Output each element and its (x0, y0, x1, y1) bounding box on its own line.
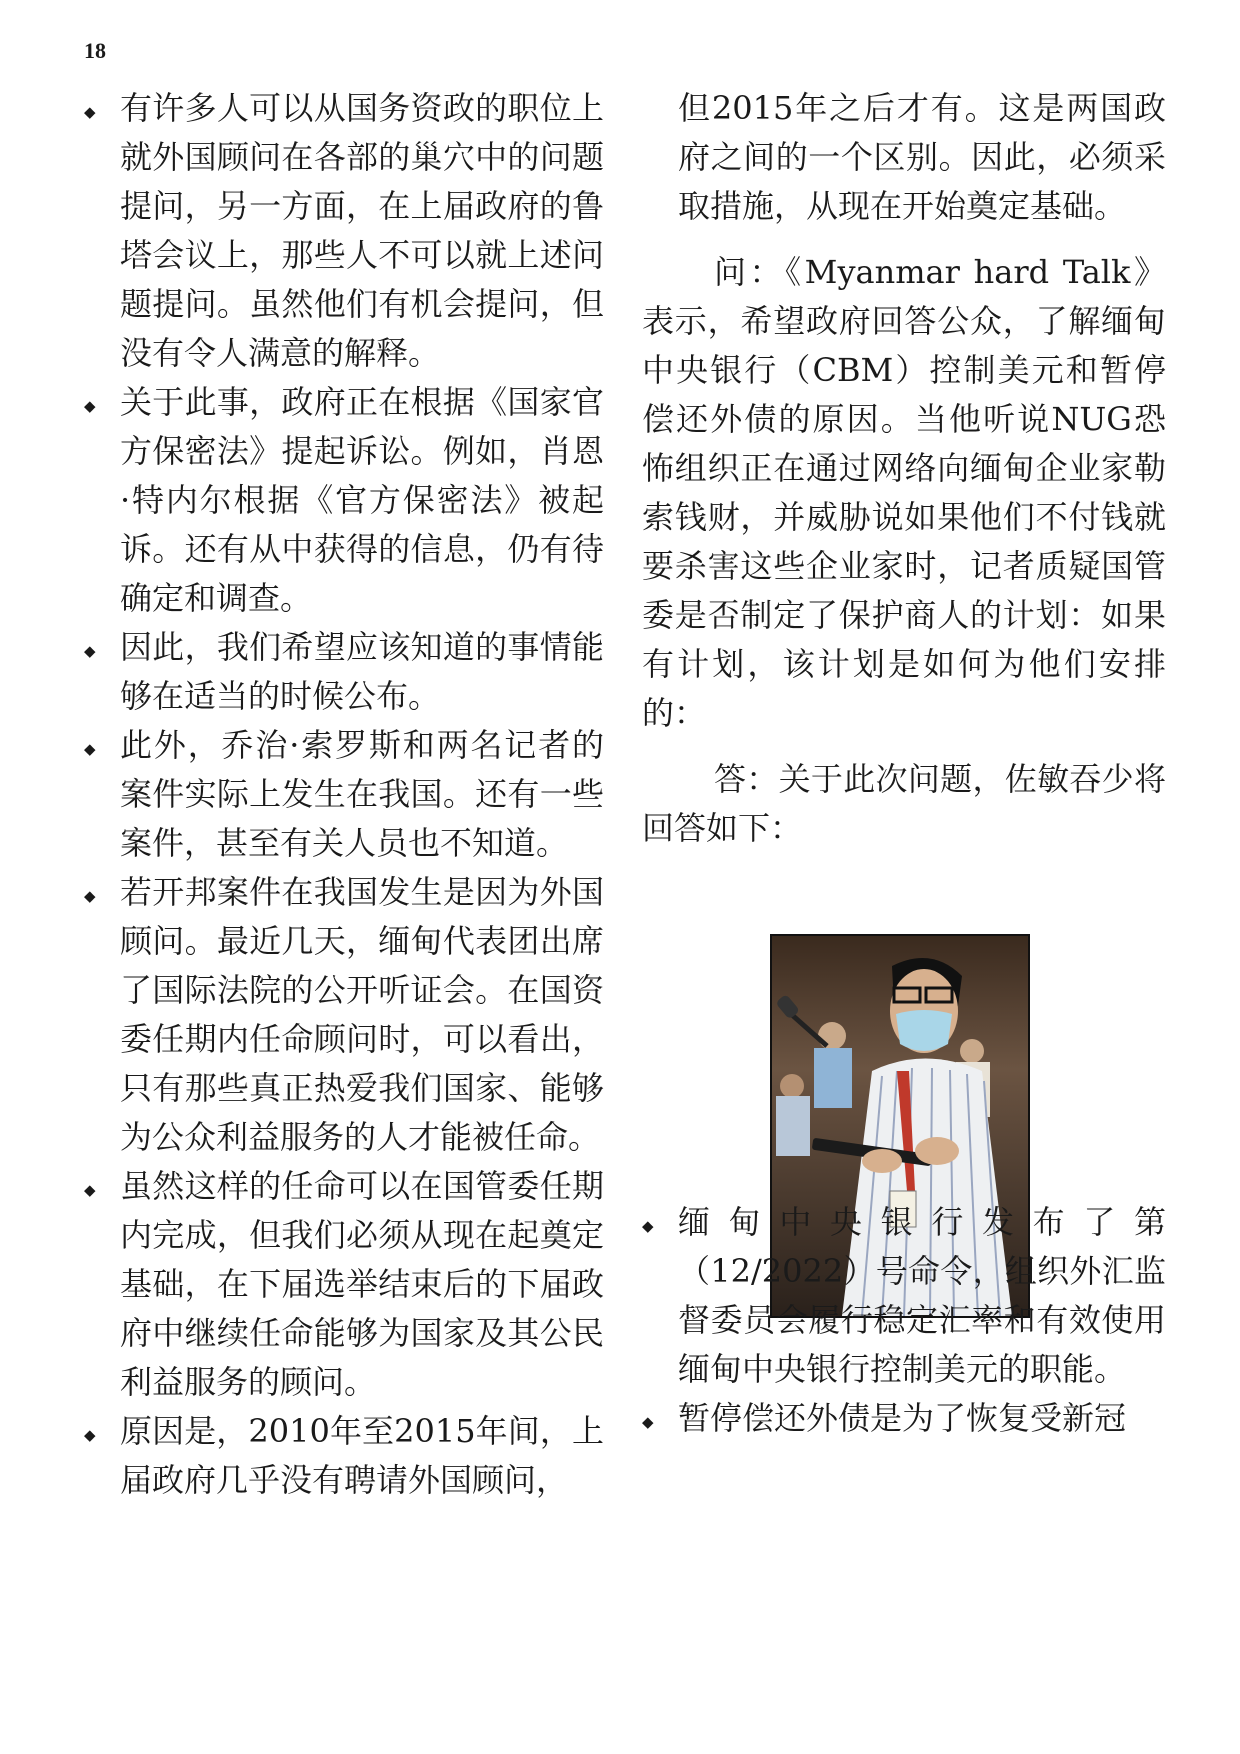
right-column (642, 84, 1166, 853)
list-item (642, 1198, 1166, 1394)
list-item-text: 因此，我们希望应该知道的事情能够在适当的时候公布。 (120, 628, 604, 715)
diamond-bullet-icon: ◆ (84, 887, 96, 905)
list-item (84, 868, 604, 1162)
list-item-text: 关于此事，政府正在根据《国家官方保密法》提起诉讼。例如，肖恩·特内尔根据《官方保密法》被起诉。还有从中获得的信息，仍有待确定和调查。 (120, 383, 604, 617)
list-item (84, 378, 604, 623)
list-item (84, 1162, 604, 1407)
list-item (84, 1407, 604, 1505)
diamond-bullet-icon: ◆ (84, 1181, 96, 1199)
list-item-text: 有许多人可以从国务资政的职位上就外国顾问在各部的巢穴中的问题提问，另一方面，在上届政府的鲁塔会议上，那些人不可以就上述问题提问。虽然他们有机会提问，但没有令人满意的解释。 (120, 89, 604, 372)
list-item (84, 623, 604, 721)
diamond-bullet-icon: ◆ (84, 642, 96, 660)
diamond-bullet-icon: ◆ (642, 1217, 654, 1235)
list-item (84, 84, 604, 378)
list-item (642, 1394, 1166, 1443)
list-item-text: 缅甸中央银行发布了第（12/2022）号命令，组织外汇监督委员会履行稳定汇率和有效使用缅甸中央银行控制美元的职能。 (678, 1203, 1166, 1388)
question-paragraph: 问：《Myanmar hard Talk》表示，希望政府回答公众，了解缅甸中央银行（CBM）控制美元和暂停偿还外债的原因。当他听说NUG恐怖组织正在通过网络向缅甸企业家勒索钱财，并威胁说如果他们不付钱就要杀害这些企业家时，记者质疑国管委是否制定了保护商人的计划：如果有计划，该计划是如何为他们安排的： (642, 253, 1166, 732)
list-item-text: 若开邦案件在我国发生是因为外国顾问。最近几天，缅甸代表团出席了国际法院的公开听证会。在国资委任期内任命顾问时，可以看出，只有那些真正热爱我们国家、能够为公众利益服务的人才能被任命。 (120, 873, 604, 1156)
diamond-bullet-icon: ◆ (84, 1426, 96, 1444)
diamond-bullet-icon: ◆ (84, 740, 96, 758)
list-item-text: 虽然这样的任命可以在国管委任期内完成，但我们必须从现在起奠定基础，在下届选举结束后的下届政府中继续任命能够为国家及其公民利益服务的顾问。 (120, 1167, 604, 1401)
left-column (84, 84, 604, 1505)
list-item-text: 此外，乔治·索罗斯和两名记者的案件实际上发生在我国。还有一些案件，甚至有关人员也不知道。 (120, 726, 604, 862)
list-item-text: 原因是，2010年至2015年间，上届政府几乎没有聘请外国顾问， (120, 1412, 604, 1499)
diamond-bullet-icon: ◆ (84, 397, 96, 415)
continued-paragraph: 但2015年之后才有。这是两国政府之间的一个区别。因此，必须采取措施，从现在开始奠定基础。 (678, 89, 1166, 225)
list-item-text: 暂停偿还外债是为了恢复受新冠 (678, 1399, 1127, 1437)
right-column-bottom (642, 1198, 1166, 1443)
page-number: 18 (84, 38, 106, 63)
diamond-bullet-icon: ◆ (642, 1413, 654, 1431)
list-item (84, 721, 604, 868)
answer-paragraph: 答：关于此次问题，佐敏吞少将回答如下： (642, 760, 1166, 847)
diamond-bullet-icon: ◆ (84, 103, 96, 121)
